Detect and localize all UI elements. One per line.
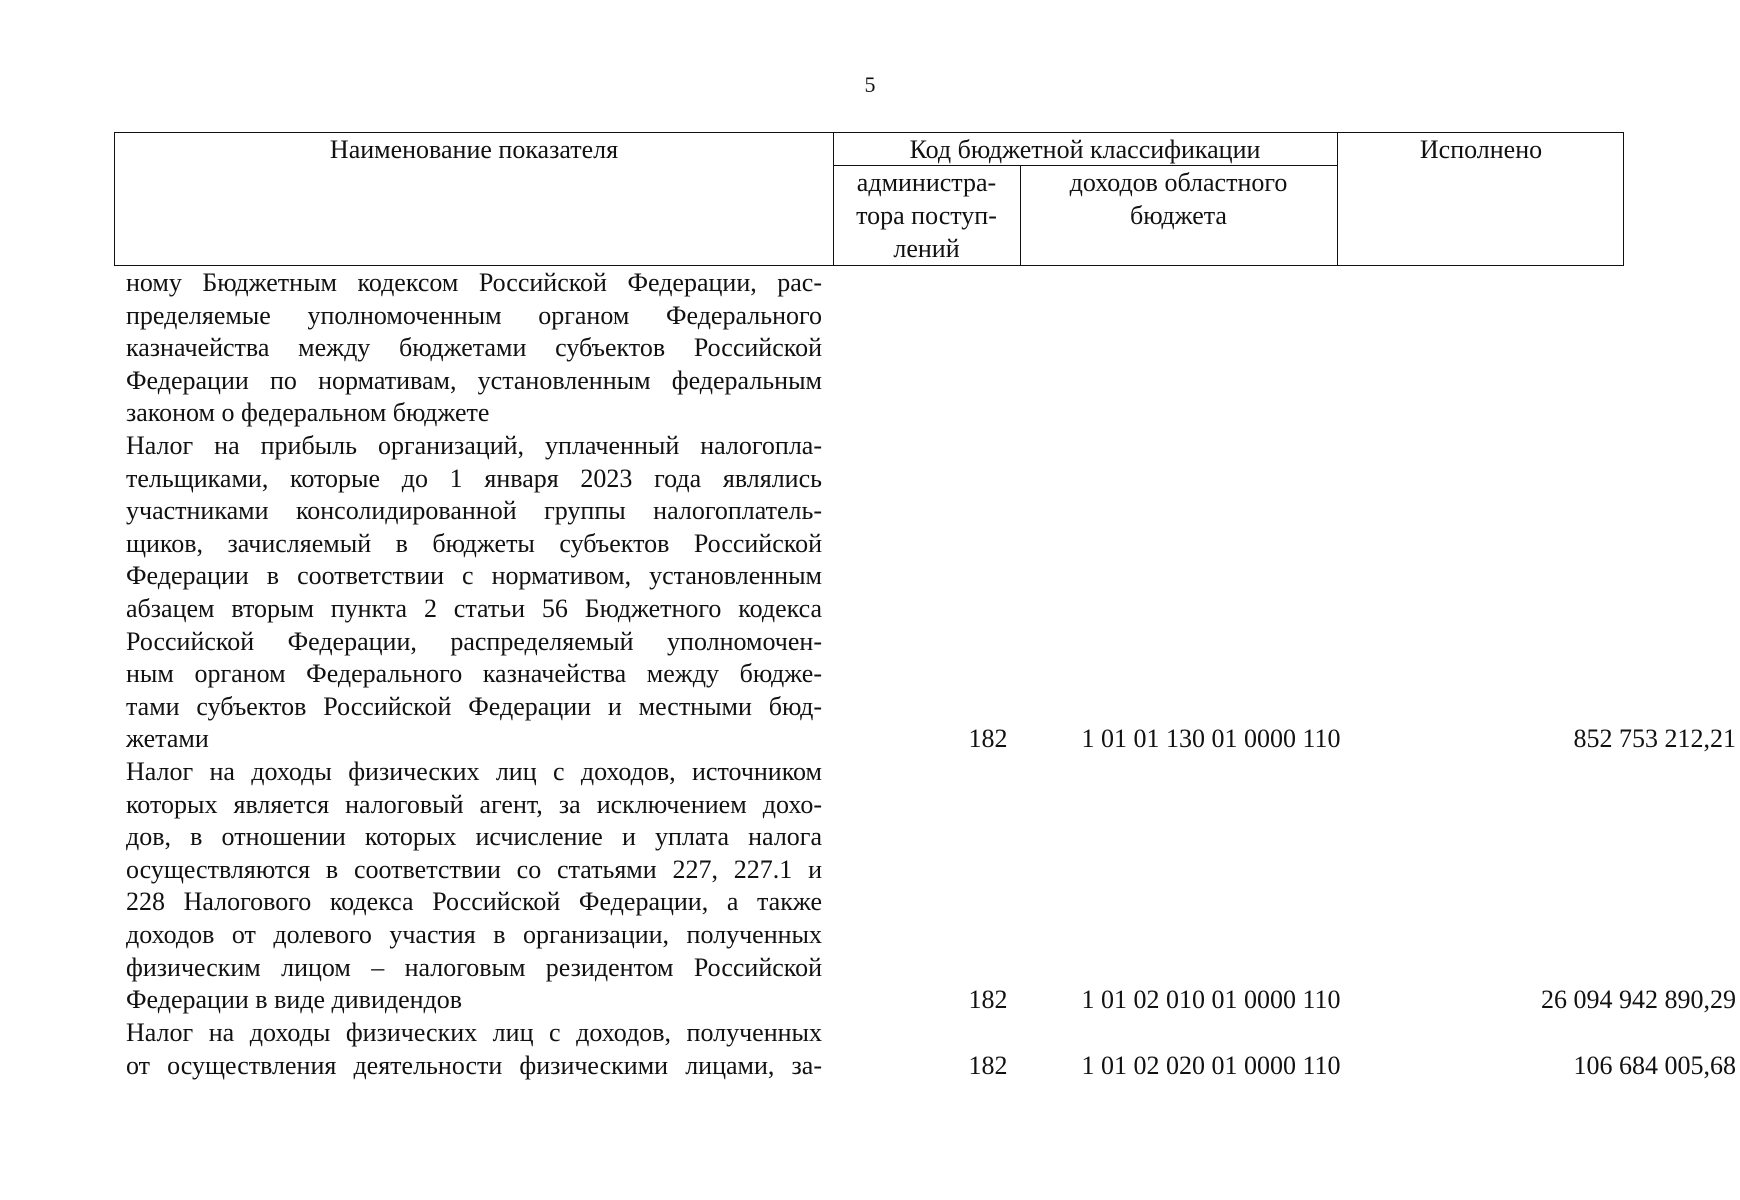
desc-line: которых является налоговый агент, за исключением дохо- xyxy=(126,789,822,819)
desc-line: Налог на прибыль организаций, уплаченный налогопла- xyxy=(126,431,822,460)
page-number: 5 xyxy=(864,72,876,97)
desc-line: пределяемые уполномоченным органом Федерального xyxy=(126,300,822,330)
header-income-line: бюджета xyxy=(1130,201,1227,230)
row-description xyxy=(126,267,822,430)
header-admin-line: администра- xyxy=(856,168,997,197)
desc-line: жетами xyxy=(126,724,209,754)
amount: 106 684 005,68 xyxy=(1573,1050,1736,1080)
desc-line: дов, в отношении которых исчисление и уплата налога xyxy=(126,822,822,852)
header-name: Наименование показателя xyxy=(329,135,619,164)
header-kbk: Код бюджетной классификации xyxy=(909,135,1261,164)
header-income xyxy=(1020,166,1337,232)
admin-code: 182 xyxy=(968,1050,1008,1080)
desc-line: физическим лицом – налоговым резидентом Российской xyxy=(126,952,822,982)
amount: 26 094 942 890,29 xyxy=(1541,985,1736,1015)
header-admin-line: тора поступ- xyxy=(856,201,997,230)
desc-line: Российской Федерации, распределяемый уполномочен- xyxy=(126,626,822,656)
row-description xyxy=(126,756,822,1017)
desc-line: тами субъектов Российской Федерации и местными бюд- xyxy=(126,691,822,721)
desc-line: от осуществления деятельности физическими лицами, за- xyxy=(126,1050,822,1080)
admin-code: 182 xyxy=(968,985,1008,1015)
desc-line: осуществляются в соответствии со статьями 227, 227.1 и xyxy=(126,854,822,884)
desc-line: участниками консолидированной группы налогоплатель- xyxy=(126,496,822,526)
desc-line: законом о федеральном бюджете xyxy=(126,398,490,428)
desc-line: доходов от долевого участия в организации, полученных xyxy=(126,919,822,949)
desc-line: 228 Налогового кодекса Российской Федерации, а также xyxy=(126,887,822,917)
header-income-line: доходов областного xyxy=(1069,168,1288,197)
budget-code: 1 01 02 020 01 0000 110 xyxy=(1081,1050,1341,1080)
row-description xyxy=(126,1017,822,1082)
header-admin-line: лений xyxy=(893,234,960,263)
amount: 852 753 212,21 xyxy=(1573,724,1736,754)
admin-code: 182 xyxy=(968,724,1008,754)
desc-line: казначейства между бюджетами субъектов Российской xyxy=(126,333,822,363)
desc-line: Налог на доходы физических лиц с доходов, полученных xyxy=(126,1018,822,1047)
desc-line: Налог на доходы физических лиц с доходов, источником xyxy=(126,757,822,786)
budget-code: 1 01 01 130 01 0000 110 xyxy=(1081,724,1341,754)
desc-line: щиков, зачисляемый в бюджеты субъектов Российской xyxy=(126,528,822,558)
desc-line: абзацем вторым пункта 2 статьи 56 Бюджетного кодекса xyxy=(126,593,822,623)
desc-line: тельщиками, которые до 1 января 2023 года являлись xyxy=(126,463,822,493)
row-description xyxy=(126,430,822,756)
table-header xyxy=(114,132,1624,266)
desc-line: Федерации в виде дивидендов xyxy=(126,985,463,1015)
header-admin xyxy=(833,166,1020,265)
header-executed: Исполнено xyxy=(1419,135,1543,164)
desc-line: Федерации по нормативам, установленным федеральным xyxy=(126,365,822,395)
budget-code: 1 01 02 010 01 0000 110 xyxy=(1081,985,1341,1015)
desc-line: ному Бюджетным кодексом Российской Федерации, рас- xyxy=(126,268,822,297)
desc-line: ным органом Федерального казначейства между бюдже- xyxy=(126,659,822,689)
desc-line: Федерации в соответствии с нормативом, установленным xyxy=(126,561,822,591)
